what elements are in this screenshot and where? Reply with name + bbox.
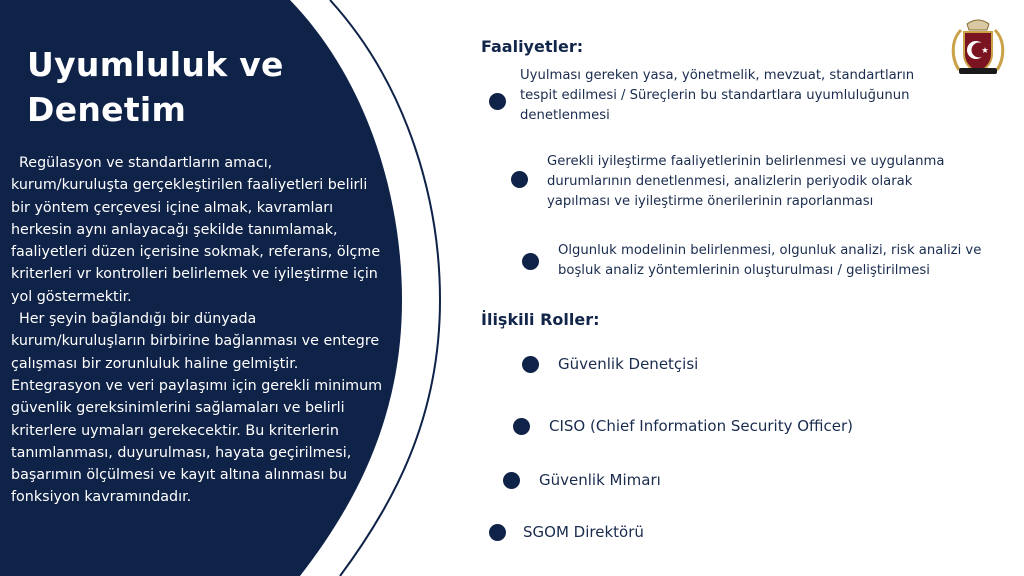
description-paragraph-1: Regülasyon ve standartların amacı, kurum/kuruluşta gerçekleştirilen faaliyetleri belirli bir yöntem çerçevesi içine almak, kavramları herkesin aynı anlayacağı şekilde tanımlamak, faaliyetleri düzen içerisine sokmak, referans, ölçme kriterleri vr kontrolleri belirlemek ve iyileştirme için yol göstermektir. — [11, 155, 381, 305]
title-line-1: Uyumluluk ve — [27, 45, 284, 84]
activity-item-1: Uyulması gereken yasa, yönetmelik, mevzuat, standartların tespit edilmesi / Süreçlerin bu standartlara uyumluluğunun denetlenmesi — [520, 68, 915, 123]
bullet-dot — [513, 418, 530, 435]
title-line-2: Denetim — [27, 90, 187, 129]
activity-item-2: Gerekli iyileştirme faaliyetlerinin belirlenmesi ve uygulanma durumlarının denetlenmesi, analizlerin periyodik olarak yapılması ve iyileştirme önerilerinin raporlanması — [547, 154, 945, 209]
bullet-dot — [503, 472, 520, 489]
bullet-dot — [489, 524, 506, 541]
bullet-dot — [489, 93, 506, 110]
bullet-dot — [511, 171, 528, 188]
activity-item-3: Olgunluk modelinin belirlenmesi, olgunluk analizi, risk analizi ve boşluk analiz yöntemlerinin oluşturulması / geliştirilmesi — [558, 243, 982, 278]
roles-heading: İlişkili Roller: — [481, 310, 600, 329]
description-text — [11, 152, 383, 509]
page-title — [27, 42, 284, 132]
description-paragraph-2: Her şeyin bağlandığı bir dünyada kurum/kuruluşların birbirine bağlanması ve entegre çalışması bir zorunluluk haline gelmiştir. Entegrasyon ve veri paylaşımı için gerekli minimum güvenlik gereksinimlerini sağlamaları ve belirli kriterlere uymaları gerekecektir. Bu kriterlerin tanımlanması, duyurulması, hayata geçirilmesi, başarımın ölçülmesi ve kayıt altına alınması bu fonksiyon kavramındadır. — [11, 311, 383, 506]
crescent-star-emblem-icon — [947, 18, 1009, 80]
bullet-dot — [522, 253, 539, 270]
role-item-security-auditor: Güvenlik Denetçisi — [558, 355, 699, 373]
role-item-ciso: CISO (Chief Information Security Officer) — [549, 417, 854, 435]
role-item-security-architect: Güvenlik Mimarı — [539, 471, 661, 489]
bullet-dot — [522, 356, 539, 373]
activities-heading: Faaliyetler: — [481, 37, 584, 56]
role-item-sgom-director: SGOM Direktörü — [523, 523, 644, 541]
